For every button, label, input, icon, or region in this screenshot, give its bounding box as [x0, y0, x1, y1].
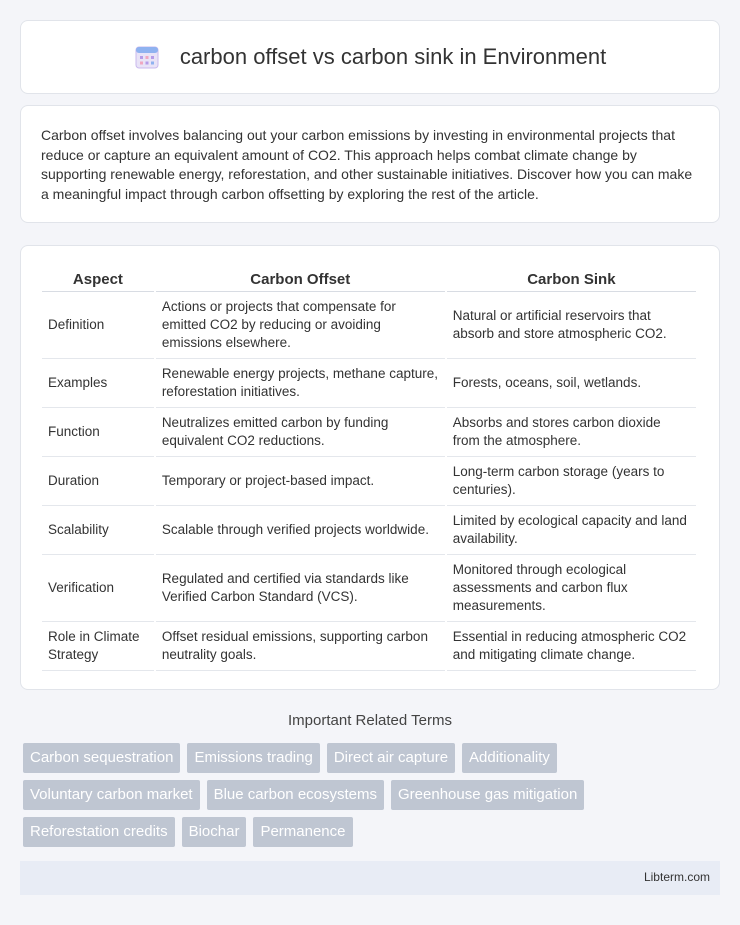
table-row — [42, 622, 696, 671]
cell-sink: Long-term carbon storage (years to centuries). — [447, 457, 696, 506]
footer-site-link[interactable]: Libterm.com — [643, 870, 710, 884]
related-terms-title: Important Related Terms — [288, 712, 452, 729]
tag-direct-air-capture[interactable]: Direct air capture — [327, 743, 455, 773]
cell-offset: Scalable through verified projects worldwide. — [156, 506, 445, 555]
cell-aspect: Function — [42, 408, 154, 457]
page-title: carbon offset vs carbon sink in Environment — [179, 44, 607, 69]
header-carbon-sink: Carbon Sink — [447, 266, 696, 292]
tag-greenhouse-gas-mitigation[interactable]: Greenhouse gas mitigation — [391, 780, 584, 810]
header-carbon-offset: Carbon Offset — [156, 266, 445, 292]
footer — [20, 861, 720, 895]
cell-aspect: Verification — [42, 555, 154, 622]
tag-carbon-sequestration[interactable]: Carbon sequestration — [23, 743, 180, 773]
comparison-table — [40, 266, 698, 671]
table-row — [42, 359, 696, 408]
title-wrap — [134, 44, 606, 70]
tag-row — [23, 780, 703, 810]
related-terms-tags — [23, 743, 703, 854]
cell-offset: Renewable energy projects, methane capture, reforestation initiatives. — [156, 359, 445, 408]
cell-sink: Monitored through ecological assessments and carbon flux measurements. — [447, 555, 696, 622]
cell-sink: Essential in reducing atmospheric CO2 and mitigating climate change. — [447, 622, 696, 671]
cell-aspect: Scalability — [42, 506, 154, 555]
cell-sink: Forests, oceans, soil, wetlands. — [447, 359, 696, 408]
cell-aspect: Role in Climate Strategy — [42, 622, 154, 671]
tag-row — [23, 817, 703, 847]
cell-sink: Limited by ecological capacity and land availability. — [447, 506, 696, 555]
tag-row — [23, 743, 703, 773]
cell-offset: Temporary or project-based impact. — [156, 457, 445, 506]
cell-offset: Regulated and certified via standards like Verified Carbon Standard (VCS). — [156, 555, 445, 622]
cell-offset: Actions or projects that compensate for emitted CO2 by reducing or avoiding emissions elsewhere. — [156, 292, 445, 359]
cell-sink: Absorbs and stores carbon dioxide from the atmosphere. — [447, 408, 696, 457]
cell-offset: Neutralizes emitted carbon by funding equivalent CO2 reductions. — [156, 408, 445, 457]
comparison-table-card — [20, 245, 720, 690]
tag-biochar[interactable]: Biochar — [182, 817, 247, 847]
table-row — [42, 408, 696, 457]
calendar-icon — [134, 44, 160, 70]
intro-card — [20, 105, 720, 223]
table-row — [42, 457, 696, 506]
cell-offset: Offset residual emissions, supporting carbon neutrality goals. — [156, 622, 445, 671]
cell-aspect: Examples — [42, 359, 154, 408]
intro-text: Carbon offset involves balancing out your carbon emissions by investing in environmental projects that reduce or capture an equivalent amount of CO2. This approach helps combat climate change by supporting renewable energy, reforestation, and other sustainable initiatives. Discover how you can make a meaningful impact through carbon offsetting by exploring the rest of the article. — [41, 127, 693, 202]
table-row — [42, 292, 696, 359]
table-row — [42, 555, 696, 622]
tag-voluntary-carbon-market[interactable]: Voluntary carbon market — [23, 780, 200, 810]
cell-aspect: Duration — [42, 457, 154, 506]
cell-sink: Natural or artificial reservoirs that absorb and store atmospheric CO2. — [447, 292, 696, 359]
table-header-row — [42, 266, 696, 292]
header-card — [20, 20, 720, 94]
tag-reforestation-credits[interactable]: Reforestation credits — [23, 817, 175, 847]
header-aspect: Aspect — [42, 266, 154, 292]
tag-emissions-trading[interactable]: Emissions trading — [187, 743, 319, 773]
tag-blue-carbon-ecosystems[interactable]: Blue carbon ecosystems — [207, 780, 384, 810]
table-row — [42, 506, 696, 555]
cell-aspect: Definition — [42, 292, 154, 359]
tag-additionality[interactable]: Additionality — [462, 743, 557, 773]
tag-permanence[interactable]: Permanence — [253, 817, 352, 847]
